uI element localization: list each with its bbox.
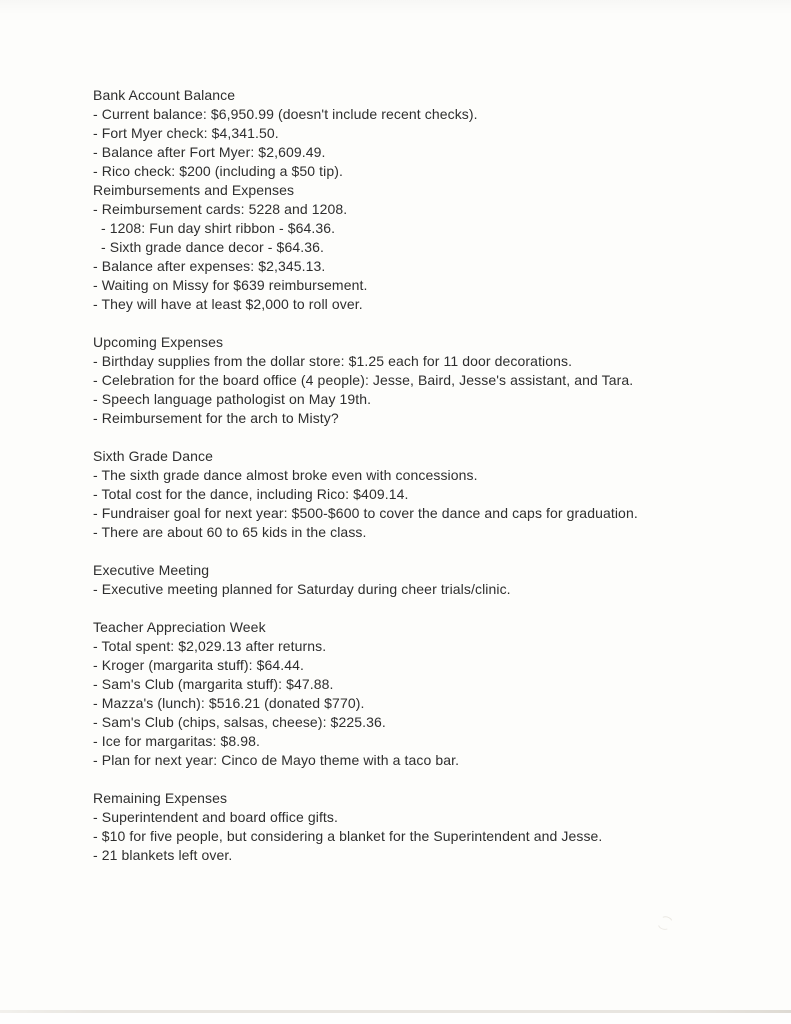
note-line: - There are about 60 to 65 kids in the class. — [93, 524, 367, 540]
scan-top-shading — [0, 0, 791, 14]
note-line: - Speech language pathologist on May 19th. — [93, 391, 372, 407]
note-line: - Current balance: $6,950.99 (doesn't include recent checks). — [93, 106, 478, 122]
section-heading: Teacher Appreciation Week — [93, 619, 266, 635]
note-line: - Reimbursement for the arch to Misty? — [93, 410, 339, 426]
note-line: - Sam's Club (chips, salsas, cheese): $225.36. — [93, 714, 386, 730]
note-line: - Sam's Club (margarita stuff): $47.88. — [93, 676, 334, 692]
section-heading: Bank Account Balance — [93, 87, 236, 103]
note-line: - Plan for next year: Cinco de Mayo theme with a taco bar. — [93, 752, 460, 768]
note-line: - Kroger (margarita stuff): $64.44. — [93, 657, 304, 673]
note-line: - Fort Myer check: $4,341.50. — [93, 125, 279, 141]
note-section — [93, 618, 751, 770]
note-line: - Ice for margaritas: $8.98. — [93, 733, 260, 749]
note-line: - $10 for five people, but considering a blanket for the Superintendent and Jesse. — [93, 828, 603, 844]
note-line: - Balance after Fort Myer: $2,609.49. — [93, 144, 326, 160]
section-heading: Executive Meeting — [93, 562, 210, 578]
section-heading: Remaining Expenses — [93, 790, 228, 806]
note-line: - Fundraiser goal for next year: $500-$600 to cover the dance and caps for graduation. — [93, 505, 638, 521]
note-line: - Celebration for the board office (4 people): Jesse, Baird, Jesse's assistant, and Tara. — [93, 372, 634, 388]
note-line: - Total cost for the dance, including Rico: $409.14. — [93, 486, 409, 502]
section-heading: Upcoming Expenses — [93, 334, 224, 350]
note-line: - Executive meeting planned for Saturday during cheer trials/clinic. — [93, 581, 511, 597]
note-line: - Birthday supplies from the dollar store: $1.25 each for 11 door decorations. — [93, 353, 573, 369]
note-line: - Sixth grade dance decor - $64.36. — [101, 239, 324, 255]
section-heading: Sixth Grade Dance — [93, 448, 213, 464]
scan-sheet-bottom-edge — [0, 1010, 791, 1013]
scan-background-below-edge — [0, 1013, 791, 1024]
note-line: - Total spent: $2,029.13 after returns. — [93, 638, 327, 654]
scan-artifact-squiggle — [656, 914, 674, 932]
document-page — [93, 86, 751, 865]
note-line: - 21 blankets left over. — [93, 847, 233, 863]
section-heading: Reimbursements and Expenses — [93, 182, 295, 198]
note-line: - 1208: Fun day shirt ribbon - $64.36. — [101, 220, 336, 236]
note-line: - Reimbursement cards: 5228 and 1208. — [93, 201, 348, 217]
note-section — [93, 789, 751, 865]
note-line: - They will have at least $2,000 to roll over. — [93, 296, 363, 312]
note-line: - Rico check: $200 (including a $50 tip). — [93, 163, 344, 179]
note-section — [93, 333, 751, 428]
note-line: - Waiting on Missy for $639 reimbursement. — [93, 277, 368, 293]
note-line: - Balance after expenses: $2,345.13. — [93, 258, 326, 274]
note-section — [93, 447, 751, 542]
note-section — [93, 86, 751, 314]
note-line: - The sixth grade dance almost broke even with concessions. — [93, 467, 478, 483]
note-line: - Mazza's (lunch): $516.21 (donated $770). — [93, 695, 365, 711]
note-line: - Superintendent and board office gifts. — [93, 809, 339, 825]
note-section — [93, 561, 751, 599]
